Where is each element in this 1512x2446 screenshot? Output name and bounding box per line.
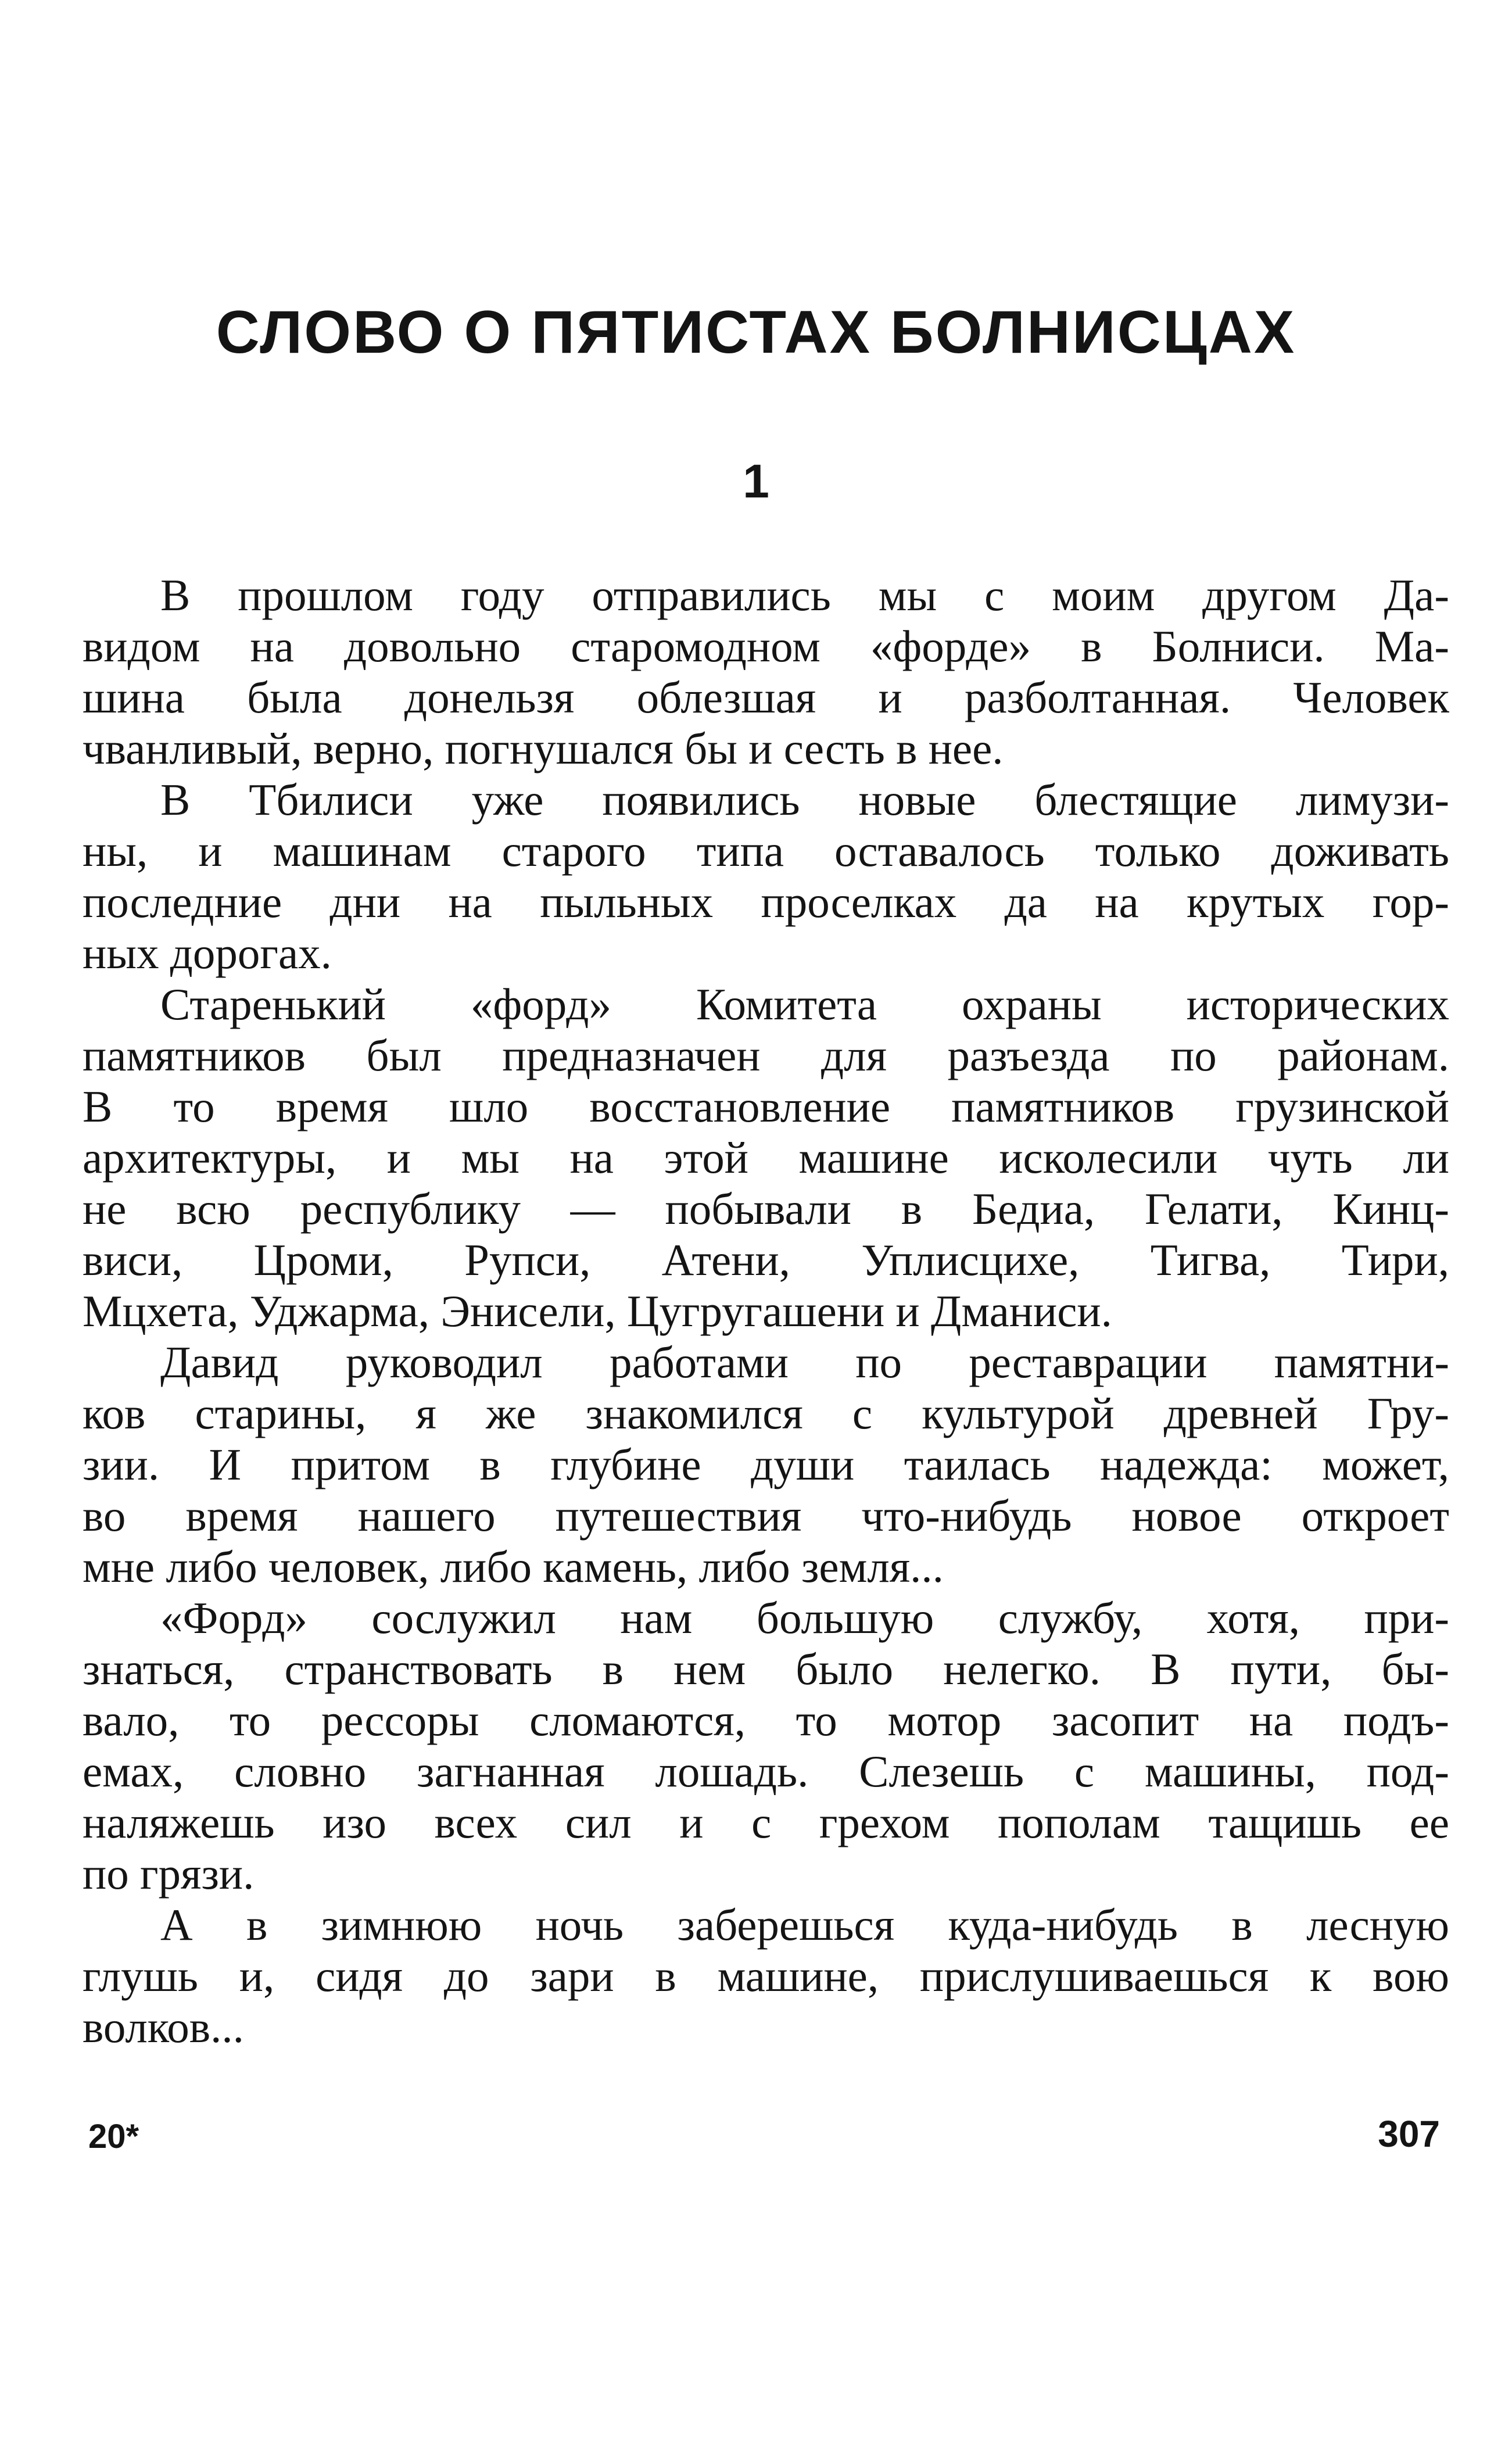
- text-line: по грязи.: [83, 1849, 255, 1899]
- text-line: ны, и машинам старого типа оставалось только доживать: [83, 826, 1449, 876]
- text-line: не всю республику — побывали в Бедиа, Гелати, Кинц-: [83, 1184, 1449, 1234]
- text-line: ных дорогах.: [83, 928, 332, 978]
- page-number: 307: [1378, 2113, 1440, 2155]
- text-line: архитектуры, и мы на этой машине исколесили чуть ли: [83, 1133, 1449, 1183]
- text-line: виси, Цроми, Рупси, Атени, Уплисцихе, Тигва, Тири,: [83, 1235, 1449, 1285]
- text-line: Старенький «форд» Комитета охраны исторических: [160, 979, 1449, 1029]
- text-line: знаться, странствовать в нем было нелегко. В пути, бы-: [83, 1644, 1449, 1694]
- paragraph: [83, 979, 1449, 1337]
- section-number: 1: [743, 455, 769, 508]
- text-line: Давид руководил работами по реставрации памятни-: [160, 1337, 1449, 1387]
- text-line: последние дни на пыльных проселках да на крутых гор-: [83, 877, 1449, 927]
- body-text: [83, 570, 1449, 2053]
- text-line: «Форд» сослужил нам большую службу, хотя, при-: [160, 1593, 1449, 1643]
- text-line: во время нашего путешествия что-нибудь новое откроет: [83, 1491, 1449, 1541]
- text-line: чванливый, верно, погнушался бы и сесть в нее.: [83, 724, 1004, 773]
- text-line: видом на довольно старомодном «форде» в Болниси. Ма-: [83, 621, 1449, 671]
- paragraph: [83, 1592, 1449, 1899]
- signature-mark: 20*: [88, 2118, 139, 2155]
- text-line: памятников был предназначен для разъезда по районам.: [83, 1030, 1449, 1080]
- text-line: Мцхета, Уджарма, Энисели, Цугругашени и Дманиси.: [83, 1286, 1112, 1336]
- text-line: глушь и, сидя до зари в машине, прислушиваешься к вою: [83, 1951, 1449, 2001]
- text-line: А в зимнюю ночь заберешься куда-нибудь в лесную: [160, 1900, 1449, 1950]
- text-line: емах, словно загнанная лошадь. Слезешь с машины, под-: [83, 1746, 1449, 1796]
- text-line: наляжешь изо всех сил и с грехом пополам тащишь ее: [83, 1797, 1449, 1847]
- text-line: В прошлом году отправились мы с моим другом Да-: [160, 570, 1449, 620]
- text-line: волков...: [83, 2002, 244, 2052]
- text-line: мне либо человек, либо камень, либо земля...: [83, 1542, 944, 1592]
- text-line: В то время шло восстановление памятников грузинской: [83, 1081, 1449, 1131]
- paragraph: [83, 570, 1449, 774]
- text-line: шина была донельзя облезшая и разболтанная. Человек: [83, 672, 1449, 722]
- paragraph: [83, 774, 1449, 979]
- text-line: вало, то рессоры сломаются, то мотор засопит на подъ-: [83, 1695, 1449, 1745]
- text-line: ков старины, я же знакомился с культурой древней Гру-: [83, 1388, 1449, 1438]
- text-line: зии. И притом в глубине души таилась надежда: может,: [83, 1439, 1449, 1489]
- chapter-title: СЛОВО О ПЯТИСТАХ БОЛНИСЦАХ: [216, 299, 1296, 366]
- paragraph: [83, 1337, 1449, 1592]
- text-line: В Тбилиси уже появились новые блестящие лимузи-: [160, 775, 1449, 825]
- paragraph: [83, 1899, 1449, 2053]
